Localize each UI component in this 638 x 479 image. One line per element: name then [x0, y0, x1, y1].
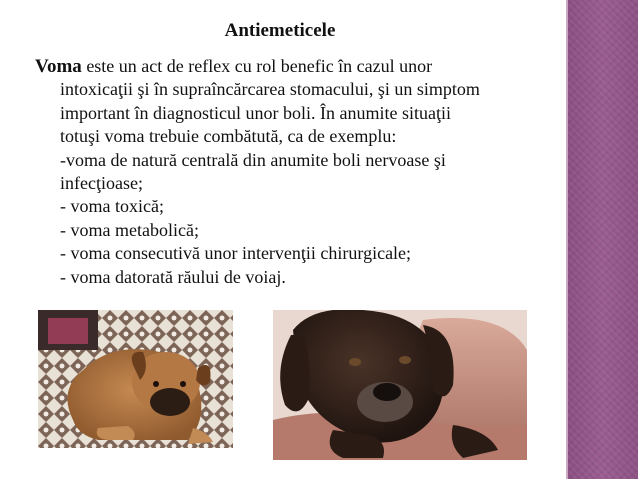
- body-bold-word: Voma: [35, 56, 82, 77]
- body-line-4: totuşi voma trebuie combătută, ca de exemplu:: [60, 126, 397, 147]
- body-line-7: - voma toxică;: [60, 196, 164, 217]
- body-line-9: - voma consecutivă unor intervenţii chirurgicale;: [60, 243, 412, 264]
- purple-accent-bar: [568, 0, 638, 479]
- puppy-image: [38, 310, 233, 448]
- body-line-1: [35, 55, 568, 78]
- body-line-6: infecţioase;: [60, 173, 143, 194]
- dog-image: [273, 310, 527, 460]
- body-line-10: - voma datorată răului de voiaj.: [60, 266, 286, 287]
- body-line-8: - voma metabolică;: [60, 219, 199, 240]
- puppy-photo: [38, 310, 233, 448]
- body-line-5: -voma de natură centrală din anumite boli nervoase şi: [60, 149, 446, 170]
- body-line-3: important în diagnosticul unor boli. În anumite situaţii: [60, 102, 451, 123]
- slide-body: [35, 55, 568, 289]
- dog-photo: [273, 310, 527, 460]
- body-line-1-text: este un act de reflex cu rol benefic în cazul unor: [81, 56, 433, 76]
- slide-title: Antiemeticele: [224, 20, 336, 41]
- body-line-2: intoxicaţii şi în supraîncărcarea stomacului, şi un simptom: [60, 79, 480, 100]
